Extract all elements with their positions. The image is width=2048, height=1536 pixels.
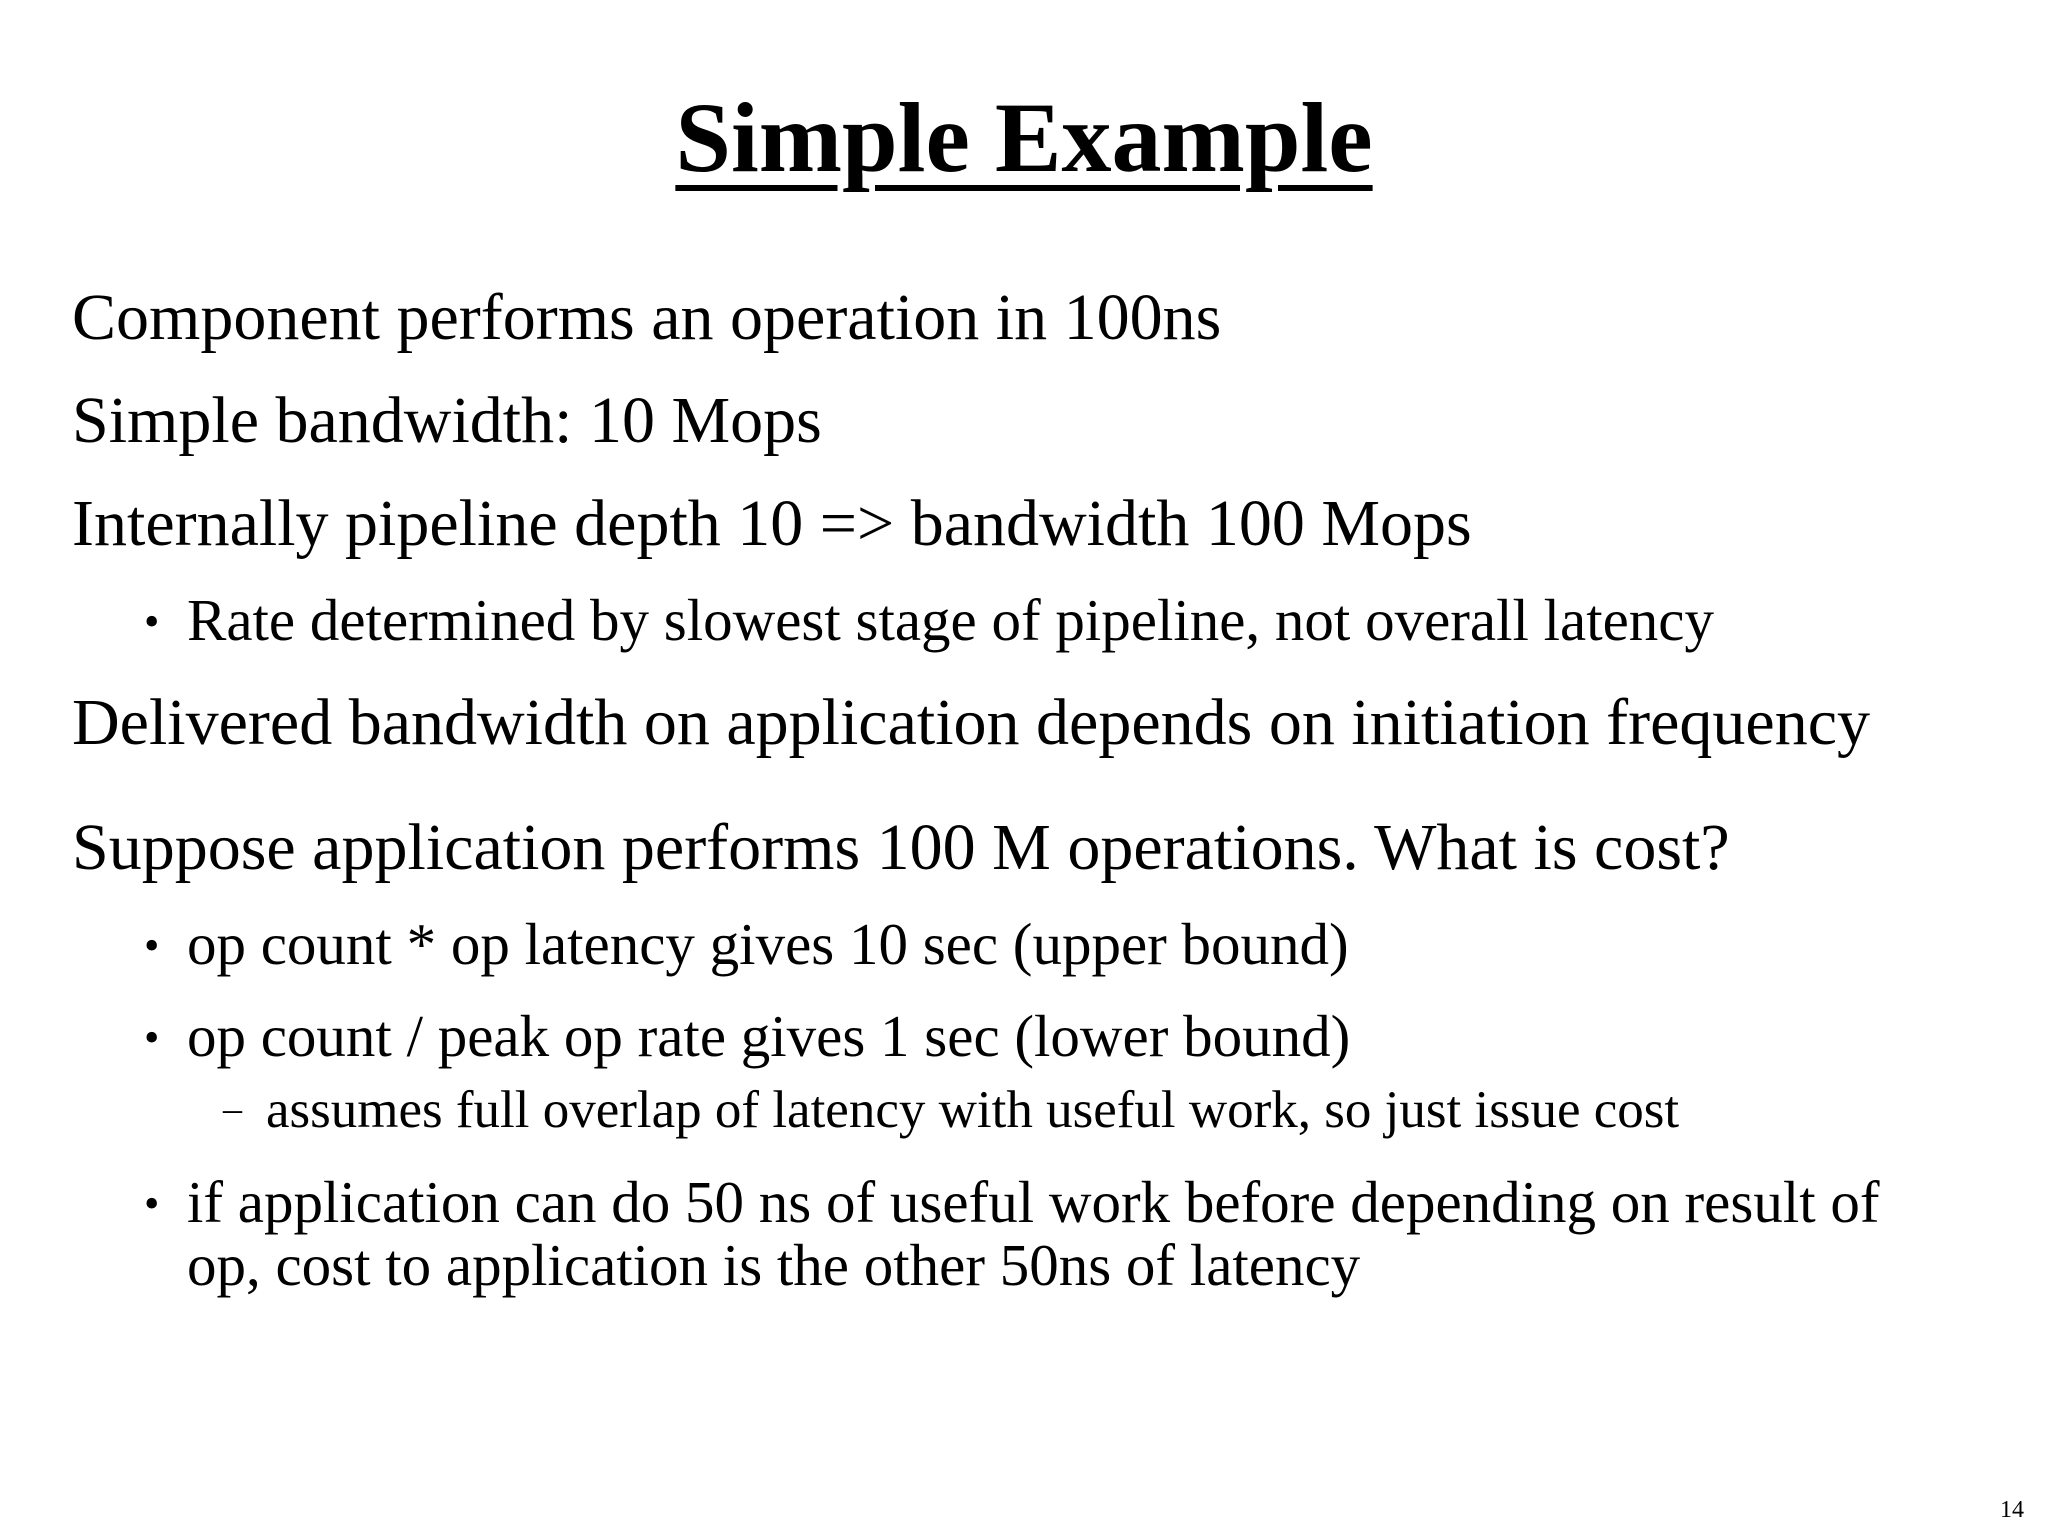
dash-marker: – <box>223 1088 242 1130</box>
bullet-rate-determined: Rate determined by slowest stage of pipeline, not overall latency <box>187 587 1714 653</box>
bullet-marker: • <box>144 1013 160 1062</box>
bullet-upper-bound: op count * op latency gives 10 sec (upper bound) <box>187 911 1349 977</box>
line-delivered-bandwidth: Delivered bandwidth on application depends on initiation frequency <box>72 686 1870 759</box>
line-component-latency: Component performs an operation in 100ns <box>72 281 1222 354</box>
bullet-useful-work-line1: if application can do 50 ns of useful work before depending on result of <box>187 1169 1880 1235</box>
bullet-marker: • <box>144 921 160 970</box>
line-simple-bandwidth: Simple bandwidth: 10 Mops <box>72 384 822 457</box>
subbullet-full-overlap: assumes full overlap of latency with useful work, so just issue cost <box>266 1081 1680 1139</box>
bullet-marker: • <box>144 597 160 646</box>
line-suppose-application: Suppose application performs 100 M operations. What is cost? <box>72 811 1730 884</box>
page-number: 14 <box>2000 1497 2024 1523</box>
line-pipeline-depth: Internally pipeline depth 10 => bandwidth 100 Mops <box>72 487 1472 560</box>
bullet-useful-work-line2: op, cost to application is the other 50ns of latency <box>187 1232 1361 1298</box>
bullet-lower-bound: op count / peak op rate gives 1 sec (lower bound) <box>187 1003 1351 1069</box>
bullet-marker: • <box>144 1179 160 1228</box>
slide-title: Simple Example <box>675 82 1373 193</box>
